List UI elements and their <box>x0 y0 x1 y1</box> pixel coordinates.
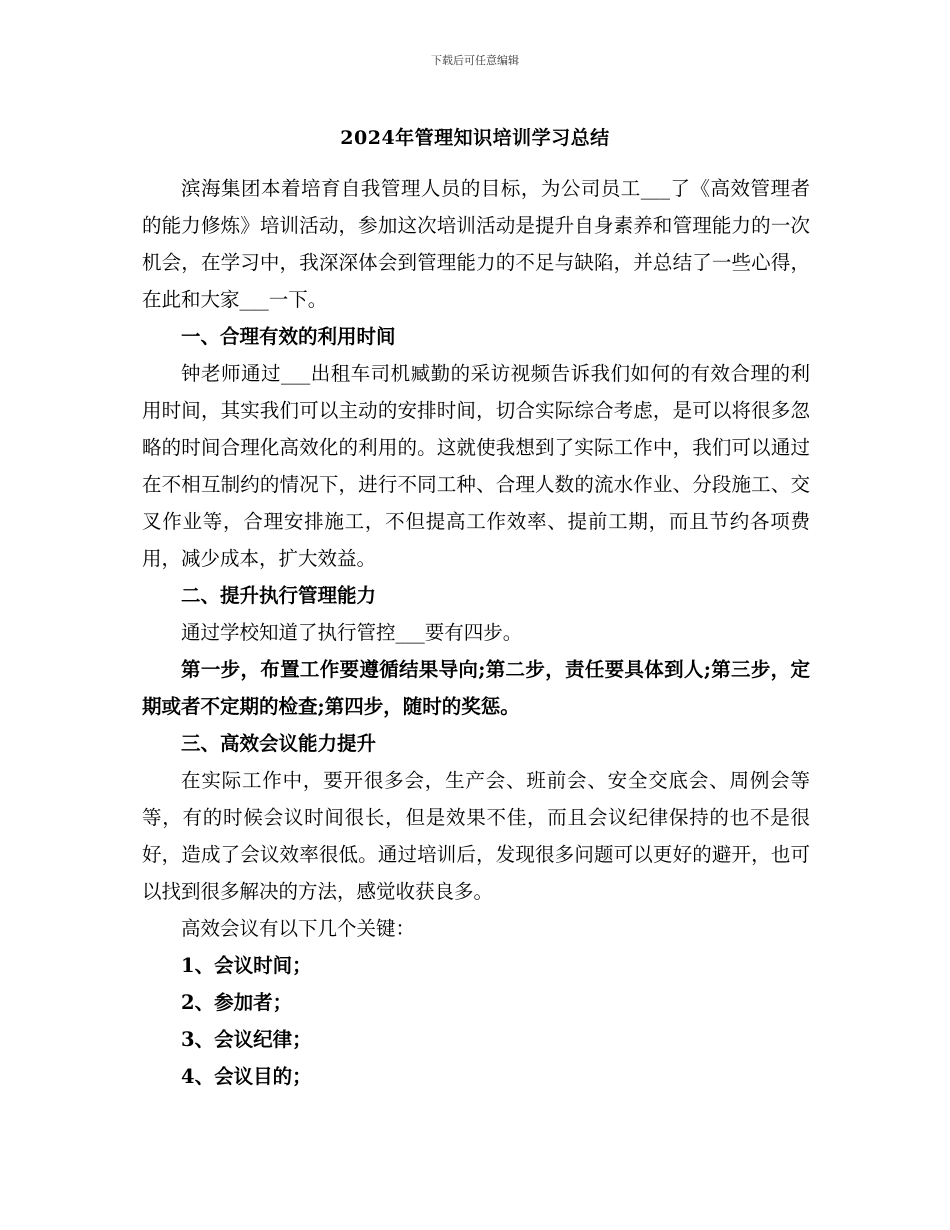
section-2-steps: 第一步，布置工作要遵循结果导向;第二步，责任要具体到人;第三步，定期或者不定期的检查;第四步，随时的奖惩。 <box>142 658 810 718</box>
keys-intro: 高效会议有以下几个关键： <box>181 917 416 940</box>
key-item-1: 1、会议时间； <box>181 954 312 977</box>
section-heading-2: 二、提升执行管理能力 <box>181 584 377 607</box>
document-title: 2024年管理知识培训学习总结 <box>340 127 610 149</box>
page-header-note: 下载后可任意编辑 <box>431 54 519 67</box>
key-item-4: 4、会议目的； <box>181 1065 312 1088</box>
key-item-3: 3、会议纪律； <box>181 1028 312 1051</box>
intro-paragraph: 滨海集团本着培育自我管理人员的目标，为公司员工___了《高效管理者的能力修炼》培训活动，参加这次培训活动是提升自身素养和管理能力的一次机会，在学习中，我深深体会到管理能力的不足与缺陷，并总结了一些心得，在此和大家___一下。 <box>142 177 810 311</box>
section-3-paragraph: 在实际工作中，要开很多会，生产会、班前会、安全交底会、周例会等等，有的时候会议时间很长，但是效果不佳，而且会议纪律保持的也不是很好，造成了会议效率很低。通过培训后，发现很多问题可以更好的避开，也可以找到很多解决的方法，感觉收获良多。 <box>142 769 810 903</box>
key-item-2: 2、参加者； <box>181 991 293 1014</box>
document-body <box>142 170 810 1095</box>
section-heading-1: 一、合理有效的利用时间 <box>181 325 396 348</box>
section-2-intro: 通过学校知道了执行管控___要有四步。 <box>181 621 523 644</box>
section-heading-3: 三、高效会议能力提升 <box>181 732 377 755</box>
section-1-paragraph: 钟老师通过___出租车司机臧勤的采访视频告诉我们如何的有效合理的利用时间，其实我们可以主动的安排时间，切合实际综合考虑，是可以将很多忽略的时间合理化高效化的利用的。这就使我想到了实际工作中，我们可以通过在不相互制约的情况下，进行不同工种、合理人数的流水作业、分段施工、交叉作业等，合理安排施工，不但提高工作效率、提前工期，而且节约各项费用，减少成本，扩大效益。 <box>142 362 810 570</box>
